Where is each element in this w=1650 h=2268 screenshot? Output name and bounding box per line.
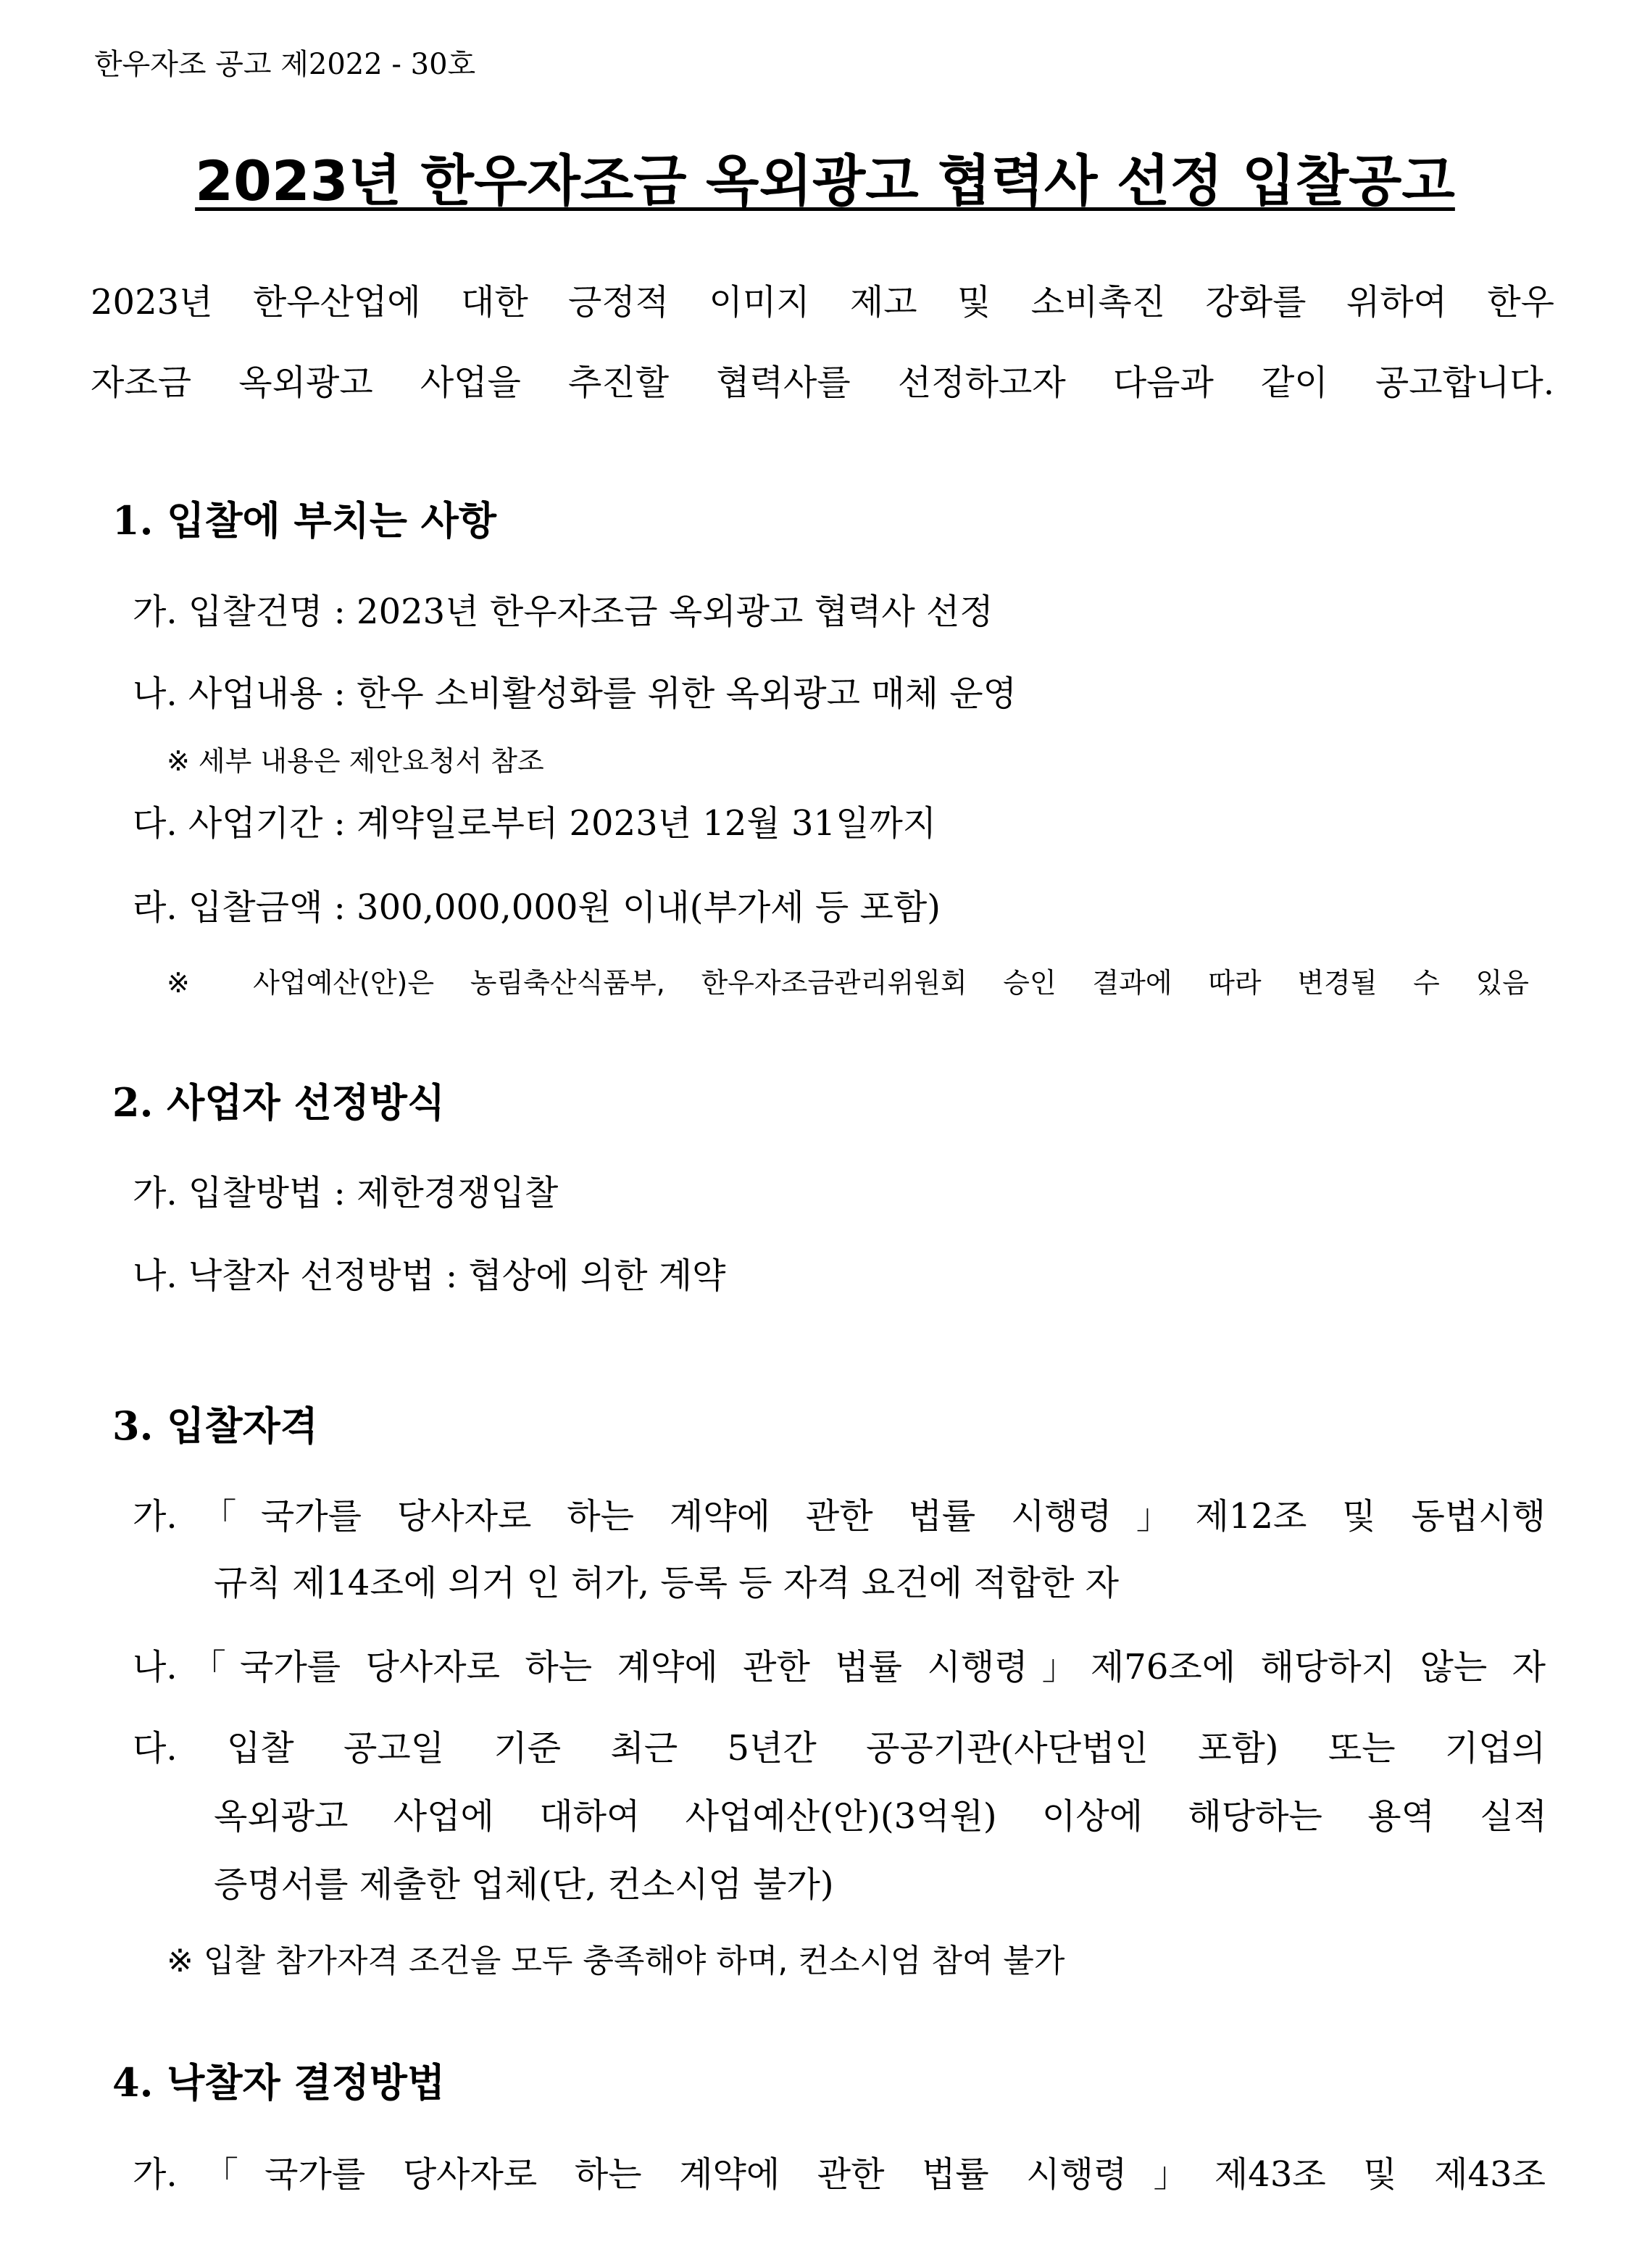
section-1-note-b: ※ 세부 내용은 제안요청서 참조 [167, 745, 544, 777]
section-3-note: ※ 입찰 참가자격 조건을 모두 충족해야 하며, 컨소시엄 참여 불가 [167, 1943, 1065, 1980]
section-1-item-d: 라. 입찰금액 : 300,000,000원 이내(부가세 등 포함) [133, 887, 941, 928]
section-2-heading: 2. 사업자 선정방식 [112, 1079, 446, 1126]
section-1-heading: 1. 입찰에 부치는 사항 [112, 497, 497, 544]
section-3-item-a-line-2: 규칙 제14조에 의거 인 허가, 등록 등 자격 요건에 적합한 자 [214, 1563, 1120, 1603]
section-1-note-d: ※ 사업예산(안)은 농림축산식품부, 한우자조금관리위원회 승인 결과에 따라 변경될 수 있음 [167, 967, 1529, 999]
section-4-item-a-line-1: 가.「국가를 당사자로 하는 계약에 관한 법률 시행령」제43조 및 제43조 [133, 2154, 1546, 2195]
intro-line-2: 자조금 옥외광고 사업을 추진할 협력사를 선정하고자 다음과 같이 공고합니다. [91, 362, 1554, 403]
page-title: 2023년 한우자조금 옥외광고 협력사 선정 입찰공고 [195, 149, 1455, 213]
section-2-item-b: 나. 낙찰자 선정방법 : 협상에 의한 계약 [133, 1255, 726, 1296]
section-3-item-a-line-1: 가.「국가를 당사자로 하는 계약에 관한 법률 시행령」제12조 및 동법시행 [133, 1496, 1546, 1537]
section-3-item-b: 나.「국가를 당사자로 하는 계약에 관한 법률 시행령」제76조에 해당하지 않는 자 [133, 1647, 1546, 1687]
section-4-heading: 4. 낙찰자 결정방법 [112, 2059, 446, 2106]
section-3-item-c-line-2: 옥외광고 사업에 대하여 사업예산(안)(3억원) 이상에 해당하는 용역 실적 [214, 1796, 1547, 1837]
section-3-item-c-line-3: 증명서를 제출한 업체(단, 컨소시엄 불가) [214, 1864, 834, 1905]
document-number: 한우자조 공고 제2022 - 30호 [94, 48, 476, 81]
section-3-item-c-line-1: 다. 입찰 공고일 기준 최근 5년간 공공기관(사단법인 포함) 또는 기업의 [133, 1728, 1546, 1769]
section-1-item-a: 가. 입찰건명 : 2023년 한우자조금 옥외광고 협력사 선정 [133, 591, 993, 632]
section-3-heading: 3. 입찰자격 [112, 1403, 318, 1449]
section-1-item-b: 나. 사업내용 : 한우 소비활성화를 위한 옥외광고 매체 운영 [133, 673, 1017, 714]
section-2-item-a: 가. 입찰방법 : 제한경쟁입찰 [133, 1173, 559, 1213]
section-1-item-c: 다. 사업기간 : 계약일로부터 2023년 12월 31일까지 [133, 803, 937, 844]
intro-line-1: 2023년 한우산업에 대한 긍정적 이미지 제고 및 소비촉진 강화를 위하여 한우 [91, 282, 1554, 323]
